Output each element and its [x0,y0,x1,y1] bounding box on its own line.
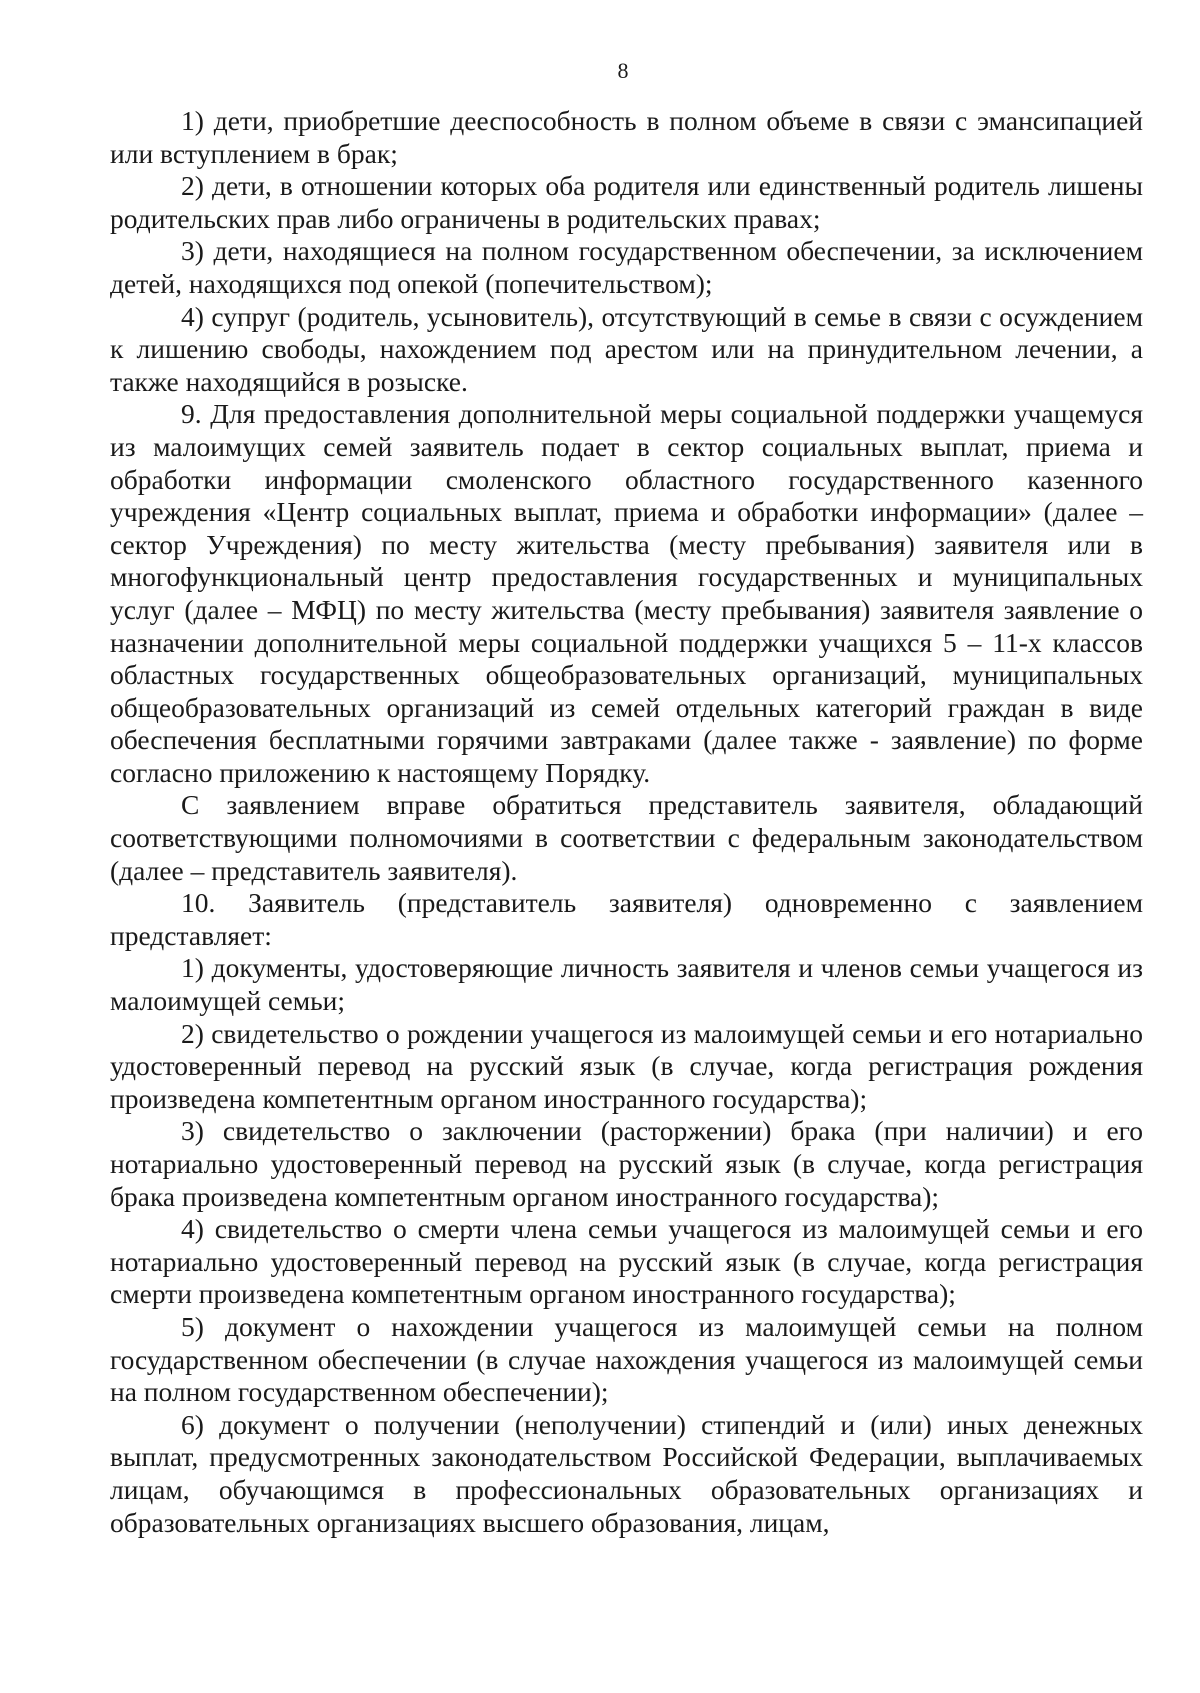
paragraph-doc-4-death-certificate: 4) свидетельство о смерти члена семьи учащегося из малоимущей семьи и его нотариально удостоверенный перевод на русский язык (в случае, когда регистрация смерти произведена компетентным органом иностранного государства); [110,1213,1143,1310]
paragraph-section-10: 10. Заявитель (представитель заявителя) одновременно с заявлением представляет: [110,887,1143,951]
paragraph-item-1-children-emancipated: 1) дети, приобретшие дееспособность в полном объеме в связи с эмансипацией или вступлением в брак; [110,105,1143,169]
paragraph-item-4-absent-spouse: 4) супруг (родитель, усыновитель), отсутствующий в семье в связи с осуждением к лишению свободы, нахождением под арестом или на принудительном лечении, а также находящийся в розыске. [110,300,1143,397]
paragraph-doc-1-identity: 1) документы, удостоверяющие личность заявителя и членов семьи учащегося из малоимущей семьи; [110,952,1143,1017]
page-number: 8 [617,58,629,83]
paragraph-item-3-state-support: 3) дети, находящиеся на полном государственном обеспечении, за исключением детей, находящихся под опекой (попечительством); [110,235,1143,299]
paragraph-representative: С заявлением вправе обратиться представитель заявителя, обладающий соответствующими полномочиями в соответствии с федеральным законодательством (далее – представитель заявителя). [110,789,1143,886]
document-body [110,105,1143,1539]
paragraph-doc-3-marriage-certificate: 3) свидетельство о заключении (расторжении) брака (при наличии) и его нотариально удостоверенный перевод на русский язык (в случае, когда регистрация брака произведена компетентным органом иностранного государства); [110,1115,1143,1212]
paragraph-item-2-parents-deprived: 2) дети, в отношении которых оба родителя или единственный родитель лишены родительских прав либо ограничены в родительских правах; [110,170,1143,234]
paragraph-doc-6-stipends: 6) документ о получении (неполучении) стипендий и (или) иных денежных выплат, предусмотренных законодательством Российской Федерации, выплачиваемых лицам, обучающимся в профессиональных образовательных организациях и образовательных организациях высшего образования, лицам, [110,1408,1143,1538]
paragraph-doc-2-birth-certificate: 2) свидетельство о рождении учащегося из малоимущей семьи и его нотариально удостоверенный перевод на русский язык (в случае, когда регистрация рождения произведена компетентным органом иностранного государства); [110,1017,1143,1114]
paragraph-doc-5-state-support: 5) документ о нахождении учащегося из малоимущей семьи на полном государственном обеспечении (в случае нахождения учащегося из малоимущей семьи на полном государственном обеспечении); [110,1310,1143,1408]
paragraph-section-9: 9. Для предоставления дополнительной меры социальной поддержки учащемуся из малоимущих семей заявитель подает в сектор социальных выплат, приема и обработки информации смоленского областного государственного казенного учреждения «Центр социальных выплат, приема и обработки информации» (далее – сектор Учреждения) по месту жительства (месту пребывания) заявителя или в многофункциональный центр предоставления государственных и муниципальных услуг (далее – МФЦ) по месту жительства (месту пребывания) заявителя заявление о назначении дополнительной меры социальной поддержки учащихся 5 – 11-х классов областных государственных общеобразовательных организаций, муниципальных общеобразовательных организаций из семей отдельных категорий граждан в виде обеспечения бесплатными горячими завтраками (далее также - заявление) по форме согласно приложению к настоящему Порядку. [110,398,1143,788]
